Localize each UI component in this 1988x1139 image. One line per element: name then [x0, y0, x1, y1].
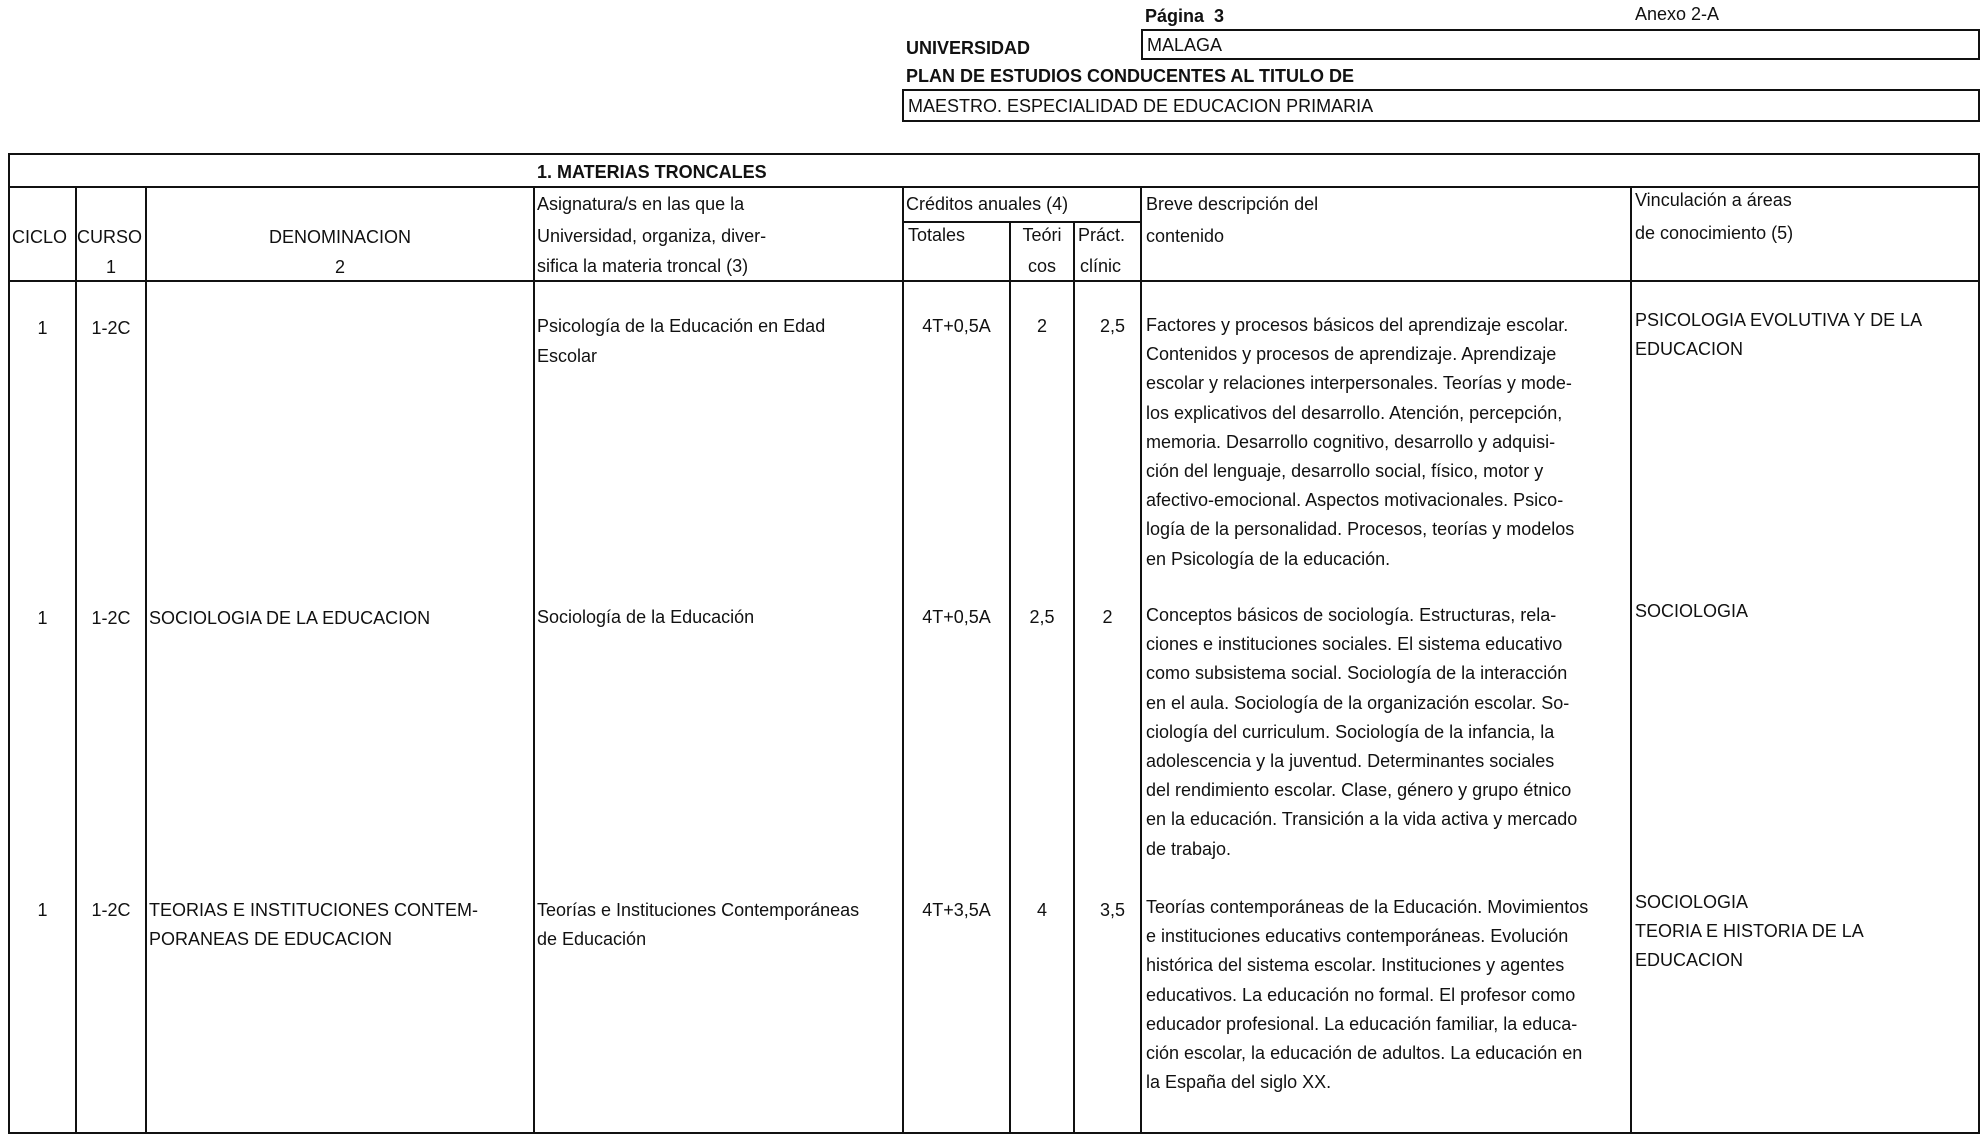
col-line-7 — [1140, 186, 1142, 1134]
col-line-6 — [1073, 221, 1075, 1134]
row1-desc-line: escolar y relaciones interpersonales. Teorías y mode- — [1146, 373, 1572, 394]
page-label — [1145, 6, 1224, 26]
row2-teoricos: 2,5 — [1029, 607, 1055, 627]
header-practicos-1: Práct. — [1078, 225, 1126, 245]
page-label-text: Página — [1145, 6, 1205, 26]
row1-area-line: EDUCACION — [1635, 339, 1744, 359]
col-line-8 — [1630, 186, 1632, 1134]
row1-desc-line: logía de la personalidad. Procesos, teorías y modelos — [1146, 519, 1575, 540]
row1-totales: 4T+0,5A — [922, 316, 991, 336]
plan-label: PLAN DE ESTUDIOS CONDUCENTES AL TITULO DE — [906, 66, 1355, 86]
col-line-2 — [145, 186, 147, 1134]
row2-asignatura-1: Sociología de la Educación — [537, 607, 755, 627]
page-number: 3 — [1214, 6, 1225, 26]
header-denominacion-num: 2 — [334, 257, 345, 277]
row3-area-line: TEORIA E HISTORIA DE LA — [1635, 921, 1864, 941]
header-vinculacion-2: de conocimiento (5) — [1635, 223, 1794, 243]
row1-areas — [1635, 306, 1980, 364]
row1-asignatura-1: Psicología de la Educación en Edad — [537, 316, 826, 336]
header-teoricos-1: Teóri — [1022, 225, 1062, 245]
row1-desc-line: Factores y procesos básicos del aprendizaje escolar. — [1146, 315, 1569, 335]
row1-area-line: PSICOLOGIA EVOLUTIVA Y DE LA — [1635, 310, 1923, 330]
row1-ciclo: 1 — [37, 318, 48, 338]
row3-desc-line: la España del siglo XX. — [1146, 1072, 1332, 1093]
universidad-value: MALAGA — [1147, 35, 1223, 55]
header-denominacion: DENOMINACION — [268, 227, 411, 247]
row3-asignatura-1: Teorías e Instituciones Contemporáneas — [537, 900, 860, 920]
row3-desc-line: educativos. La educación no formal. El profesor como — [1146, 984, 1576, 1005]
row2-desc-line: en la educación. Transición a la vida activa y mercado — [1146, 809, 1578, 830]
row2-desc-line: Conceptos básicos de sociología. Estructuras, rela- — [1146, 605, 1557, 625]
row3-curso: 1-2C — [91, 900, 131, 920]
row3-areas — [1635, 888, 1980, 975]
row3-desc-line: histórica del sistema escolar. Instituciones y agentes — [1146, 955, 1565, 976]
row1-desc-line: en Psicología de la educación. — [1146, 548, 1391, 569]
row3-area-line: SOCIOLOGIA — [1635, 892, 1749, 912]
row1-asignatura-2: Escolar — [537, 346, 598, 366]
row1-desc-line: Contenidos y procesos de aprendizaje. Aprendizaje — [1146, 344, 1557, 365]
header-bottom-divider — [8, 280, 1980, 282]
row3-teoricos: 4 — [1036, 900, 1047, 920]
row2-curso: 1-2C — [91, 608, 131, 628]
row2-area-line: SOCIOLOGIA — [1635, 601, 1749, 621]
row2-areas — [1635, 597, 1980, 626]
row2-desc-line: adolescencia y la juventud. Determinantes sociales — [1146, 751, 1555, 772]
row1-desc-line: memoria. Desarrollo cognitivo, desarrollo y adquisi- — [1146, 431, 1556, 452]
header-creditos: Créditos anuales (4) — [906, 194, 1069, 214]
row3-descripcion — [1146, 893, 1630, 1097]
universidad-field — [1141, 29, 1980, 60]
row2-denominacion-1: SOCIOLOGIA DE LA EDUCACION — [149, 608, 431, 628]
row2-desc-line: como subsistema social. Sociología de la interacción — [1146, 663, 1568, 684]
col-line-3 — [533, 186, 535, 1134]
row3-practicos: 3,5 — [1099, 900, 1125, 920]
row1-desc-line: los explicativos del desarrollo. Atención, percepción, — [1146, 402, 1563, 423]
header-asignatura-2: Universidad, organiza, diver- — [537, 226, 767, 246]
row2-practicos: 2 — [1102, 607, 1113, 627]
header-totales: Totales — [908, 225, 966, 245]
table-frame — [8, 153, 1980, 1134]
row1-descripcion — [1146, 311, 1628, 574]
row3-totales: 4T+3,5A — [922, 900, 991, 920]
col-line-5 — [1009, 221, 1011, 1134]
row3-desc-line: e instituciones educativs contemporáneas. Evolución — [1146, 926, 1569, 947]
annex-label: Anexo 2-A — [1635, 4, 1720, 24]
row3-desc-line: Teorías contemporáneas de la Educación. Movimientos — [1146, 897, 1589, 917]
row2-desc-line: de trabajo. — [1146, 838, 1232, 859]
row2-desc-line: ciología del curriculum. Sociología de la infancia, la — [1146, 721, 1555, 742]
row2-desc-line: en el aula. Sociología de la organización escolar. So- — [1146, 692, 1570, 713]
titulo-field — [902, 89, 1980, 122]
header-ciclo: CICLO — [12, 227, 68, 247]
header-teoricos-2: cos — [1027, 256, 1056, 276]
titulo-value: MAESTRO. ESPECIALIDAD DE EDUCACION PRIMARIA — [908, 96, 1374, 116]
row1-practicos: 2,5 — [1099, 316, 1125, 336]
universidad-label: UNIVERSIDAD — [906, 38, 1031, 58]
header-curso-num: 1 — [105, 257, 116, 277]
row2-totales: 4T+0,5A — [922, 607, 991, 627]
row3-denominacion-2: PORANEAS DE EDUCACION — [149, 929, 393, 949]
header-curso — [77, 227, 145, 247]
creditos-subheader-divider — [902, 221, 1140, 223]
row3-desc-line: ción escolar, la educación de adultos. La educación en — [1146, 1043, 1583, 1064]
section-title-divider — [8, 186, 1980, 188]
row1-teoricos: 2 — [1036, 316, 1047, 336]
header-descripcion-2: contenido — [1146, 226, 1225, 246]
row3-area-line: EDUCACION — [1635, 950, 1744, 970]
row3-asignatura-2: de Educación — [537, 929, 647, 949]
row3-ciclo: 1 — [37, 900, 48, 920]
row2-ciclo: 1 — [37, 608, 48, 628]
row1-desc-line: afectivo-emocional. Aspectos motivacionales. Psico- — [1146, 490, 1564, 511]
row2-descripcion — [1146, 601, 1628, 864]
row1-desc-line: ción del lenguaje, desarrollo social, físico, motor y — [1146, 461, 1544, 482]
row1-curso: 1-2C — [91, 318, 131, 338]
row3-denominacion-1: TEORIAS E INSTITUCIONES CONTEM- — [149, 900, 479, 920]
header-curso-text: CURSO — [77, 227, 143, 247]
header-asignatura-3: sifica la materia troncal (3) — [537, 256, 749, 276]
row3-desc-line: educador profesional. La educación familiar, la educa- — [1146, 1013, 1578, 1034]
row2-desc-line: ciones e instituciones sociales. El sistema educativo — [1146, 634, 1563, 655]
header-asignatura-1: Asignatura/s en las que la — [537, 194, 745, 214]
section-title: 1. MATERIAS TRONCALES — [537, 162, 767, 182]
header-vinculacion-1: Vinculación a áreas — [1635, 190, 1792, 210]
header-practicos-2: clínic — [1080, 256, 1122, 276]
header-descripcion-1: Breve descripción del — [1146, 194, 1319, 214]
row2-desc-line: del rendimiento escolar. Clase, género y grupo étnico — [1146, 780, 1572, 801]
